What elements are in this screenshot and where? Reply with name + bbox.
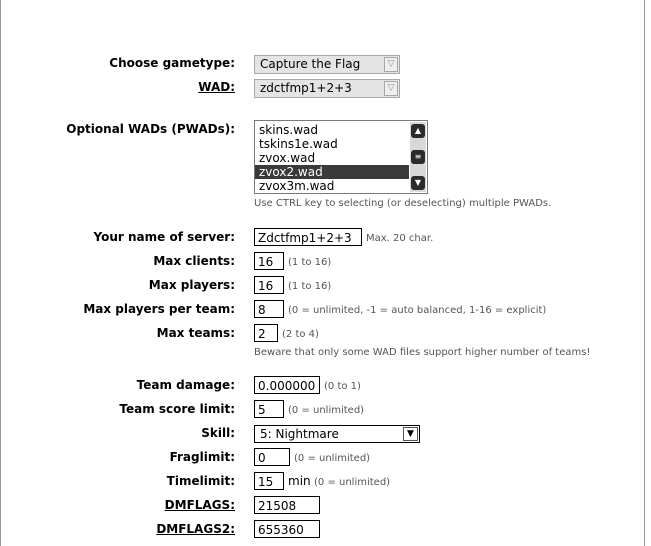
max-teams-label: Max teams: (156, 326, 235, 340)
dmflags-label[interactable]: DMFLAGS: (164, 498, 235, 512)
skill-select[interactable] (254, 425, 420, 443)
dmflags2-label[interactable]: DMFLAGS2: (156, 522, 235, 536)
scroll-down-icon[interactable]: ▼ (411, 176, 425, 190)
timelimit-hint: (0 = unlimited) (314, 477, 391, 488)
team-damage-label: Team damage: (136, 378, 235, 392)
list-item-selected[interactable]: zvox2.wad (255, 165, 409, 179)
fraglimit-hint: (0 = unlimited) (294, 453, 371, 464)
server-name-hint: Max. 20 char. (366, 233, 434, 244)
skill-value: 5: Nightmare (260, 427, 339, 441)
list-item[interactable]: tskins1e.wad (259, 137, 338, 151)
dmflags-input[interactable]: 21508 (254, 496, 320, 514)
gametype-value: Capture the Flag (260, 57, 361, 71)
max-clients-hint: (1 to 16) (288, 257, 332, 268)
scroll-up-icon[interactable]: ▲ (411, 124, 425, 138)
pwads-listbox[interactable] (254, 120, 428, 194)
max-clients-label: Max clients: (153, 254, 235, 268)
team-score-hint: (0 = unlimited) (288, 405, 365, 416)
max-per-team-hint: (0 = unlimited, -1 = auto balanced, 1-16 = explicit) (288, 305, 547, 316)
team-damage-input[interactable]: 0.000000 (254, 376, 320, 394)
page-border-left (0, 0, 1, 546)
timelimit-input[interactable]: 15 (254, 472, 284, 490)
scroll-thumb-icon[interactable]: ≡ (411, 150, 425, 164)
wad-label[interactable]: WAD: (198, 80, 235, 94)
chevron-down-icon[interactable]: ▽ (384, 57, 398, 72)
max-players-label: Max players: (148, 278, 235, 292)
list-item[interactable]: zvox3m.wad (259, 179, 335, 193)
timelimit-label: Timelimit: (166, 474, 235, 488)
gametype-label: Choose gametype: (109, 56, 235, 70)
server-name-label: Your name of server: (93, 230, 235, 244)
chevron-down-icon[interactable]: ▽ (384, 81, 398, 96)
fraglimit-label: Fraglimit: (169, 450, 235, 464)
skill-label: Skill: (201, 426, 235, 440)
max-teams-input[interactable]: 2 (254, 324, 278, 342)
list-item[interactable]: zvox.wad (259, 151, 316, 165)
team-score-label: Team score limit: (119, 402, 235, 416)
timelimit-unit: min (288, 474, 311, 488)
max-clients-input[interactable]: 16 (254, 252, 284, 270)
chevron-down-icon[interactable]: ▼ (403, 427, 418, 441)
max-teams-note: Beware that only some WAD files support higher number of teams! (254, 347, 591, 358)
max-players-hint: (1 to 16) (288, 281, 332, 292)
pwads-scrollbar[interactable] (410, 122, 426, 192)
max-per-team-input[interactable]: 8 (254, 300, 284, 318)
team-score-input[interactable]: 5 (254, 400, 284, 418)
pwads-label: Optional WADs (PWADs): (66, 122, 235, 136)
page-border-right (644, 0, 645, 546)
list-item[interactable]: skins.wad (259, 123, 318, 137)
dmflags2-input[interactable]: 655360 (254, 520, 320, 538)
max-per-team-label: Max players per team: (83, 302, 235, 316)
team-damage-hint: (0 to 1) (324, 381, 361, 392)
wad-select[interactable] (254, 79, 400, 98)
server-name-input[interactable]: Zdctfmp1+2+3 (254, 228, 362, 246)
pwads-hint: Use CTRL key to selecting (or deselecting) multiple PWADs. (254, 198, 552, 209)
max-players-input[interactable]: 16 (254, 276, 284, 294)
fraglimit-input[interactable]: 0 (254, 448, 290, 466)
wad-value: zdctfmp1+2+3 (260, 81, 352, 95)
max-teams-hint: (2 to 4) (282, 329, 319, 340)
gametype-select[interactable] (254, 55, 400, 74)
